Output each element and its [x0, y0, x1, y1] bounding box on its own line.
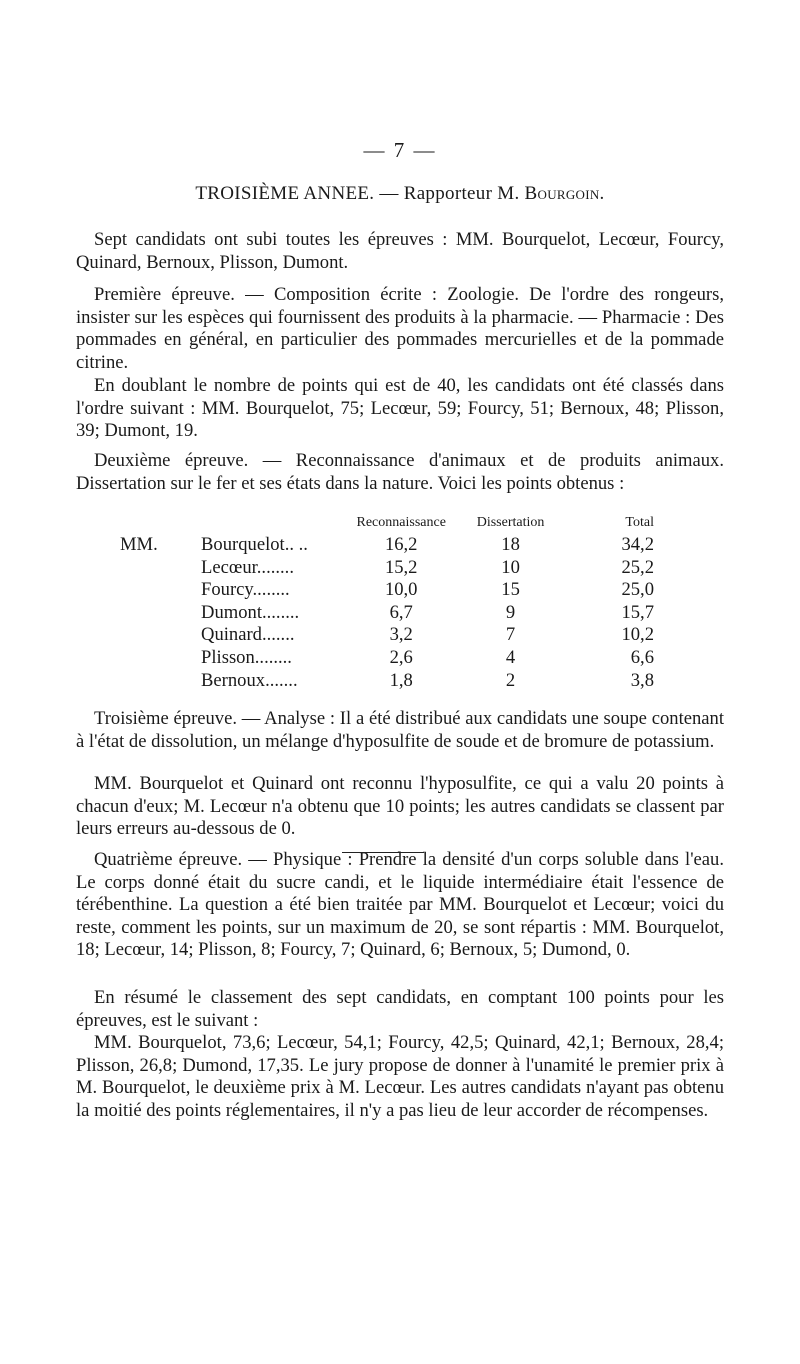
table-row: [76, 579, 724, 602]
paragraph-second-test: [76, 450, 724, 495]
table-row: [76, 557, 724, 580]
results-table: [76, 512, 724, 692]
paragraph-intro: [76, 229, 724, 274]
header-dissertation: Dissertation: [476, 515, 545, 530]
header-total: Total: [625, 515, 654, 530]
paragraph-fourth-test-text: Quatrième épreuve. — Physique : Prendre la densité d'un corps soluble dans l'eau. Le corps donné était du sucre candi, et le liquide intermédiaire était l'essence de térébenthine. La question a été bien traitée par MM. Bourquelot et Lecœur; voici du reste, comment les points, sur un maximum de 20, se sont répartis : MM. Bourquelot, 18; Lecœur, 14; Plisson, 8; Fourcy, 7; Quinard, 6; Bernoux, 5; Dumond, 0.: [76, 849, 724, 961]
candidate-name: Quinard.......: [201, 624, 295, 646]
table-row: [76, 534, 724, 557]
dissertation-score: 10: [501, 556, 520, 578]
table-row: [76, 624, 724, 647]
recognition-score: 3,2: [389, 624, 413, 646]
dissertation-score: 15: [501, 579, 520, 601]
recognition-score: 15,2: [384, 556, 418, 578]
rapporteur-name: Bourgoin.: [524, 183, 605, 204]
candidate-name: Bernoux.......: [201, 669, 298, 691]
paragraph-third-test-text: Troisième épreuve. — Analyse : Il a été distribué aux candidats une soupe contenant à l'état de dissolution, un mélange d'hyposulfite de soude et de bromure de potassium.: [76, 708, 724, 752]
dissertation-score: 18: [501, 534, 520, 555]
paragraph-third-test: [76, 708, 724, 753]
total-score: 15,7: [621, 601, 654, 623]
paragraph-summary-intro: [76, 987, 724, 1032]
recognition-score: 6,7: [389, 601, 413, 623]
total-score: 3,8: [630, 669, 654, 691]
dissertation-score: 2: [505, 669, 516, 691]
table-row: [76, 670, 724, 693]
total-score: 34,2: [621, 534, 654, 555]
section-title-text: TROISIÈME ANNEE. — Rapporteur M.: [195, 183, 525, 204]
paragraph-first-results: [76, 375, 724, 443]
dissertation-score: 9: [505, 601, 516, 623]
section-title: [76, 183, 724, 205]
paragraph-first-test-text: Première épreuve. — Composition écrite : Zoologie. De l'ordre des rongeurs, insister sur les espèces qui fournissent des produits à la pharmacie. — Pharmacie : Des pommades en général, en particulier des pommades mercurielles et de la pommade citrine.: [76, 284, 724, 373]
recognition-score: 1,8: [389, 669, 413, 691]
candidate-name: Fourcy........: [201, 579, 290, 601]
paragraph-third-results-text: MM. Bourquelot et Quinard ont reconnu l'hyposulfite, ce qui a valu 20 points à chacun d'eux; M. Lecœur n'a obtenu que 10 points; les autres candidats se classent par leurs erreurs au-dessous de 0.: [76, 773, 724, 840]
paragraph-fourth-test: [76, 849, 724, 962]
recognition-score: 16,2: [384, 534, 418, 555]
paragraph-summary-text: MM. Bourquelot, 73,6; Lecœur, 54,1; Fourcy, 42,5; Quinard, 42,1; Bernoux, 28,4; Plisson, 26,8; Dumond, 17,35. Le jury propose de donner à l'unamité le premier prix à M. Bourquelot, le deuxième prix à M. Lecœur. Les autres candidats n'ayant pas obtenu la moitié des points réglementaires, il n'y a pas lieu de leur accorder de récompenses.: [76, 1032, 724, 1121]
table-row: [76, 647, 724, 670]
dissertation-score: 7: [505, 624, 516, 646]
paragraph-first-results-text: En doublant le nombre de points qui est de 40, les candidats ont été classés dans l'ordre suivant : MM. Bourquelot, 75; Lecœur, 59; Fourcy, 51; Bernoux, 48; Plisson, 39; Dumont, 19.: [76, 375, 724, 442]
header-recognition: Reconnaissance: [356, 515, 446, 530]
closing-rule: [342, 852, 424, 853]
candidate-name: Bourquelot.. ..: [201, 534, 308, 555]
paragraph-second-test-text: Deuxième épreuve. — Reconnaissance d'animaux et de produits animaux. Dissertation sur le fer et ses états dans la nature. Voici les points obtenus :: [76, 450, 724, 494]
total-score: 10,2: [621, 624, 654, 646]
paragraph-intro-text: Sept candidats ont subi toutes les épreuves : MM. Bourquelot, Lecœur, Fourcy, Quinard, Bernoux, Plisson, Dumont.: [76, 229, 724, 273]
paragraph-third-results: [76, 773, 724, 841]
dissertation-score: 4: [505, 646, 516, 668]
candidate-name: Dumont........: [201, 601, 300, 623]
table-prefix: MM.: [120, 534, 158, 555]
candidate-name: Plisson........: [201, 646, 292, 668]
paragraph-first-test: [76, 284, 724, 374]
paragraph-summary-intro-text: En résumé le classement des sept candidats, en comptant 100 points pour les épreuves, est le suivant :: [76, 987, 724, 1031]
paragraph-summary: [76, 1032, 724, 1122]
recognition-score: 10,0: [384, 579, 418, 601]
candidate-name: Lecœur........: [201, 556, 294, 578]
total-score: 25,2: [621, 556, 654, 578]
page-number: — 7 —: [363, 138, 437, 162]
total-score: 6,6: [630, 646, 654, 668]
total-score: 25,0: [621, 579, 654, 601]
table-header-row: [76, 512, 724, 534]
table-row: [76, 602, 724, 625]
recognition-score: 2,6: [389, 646, 413, 668]
